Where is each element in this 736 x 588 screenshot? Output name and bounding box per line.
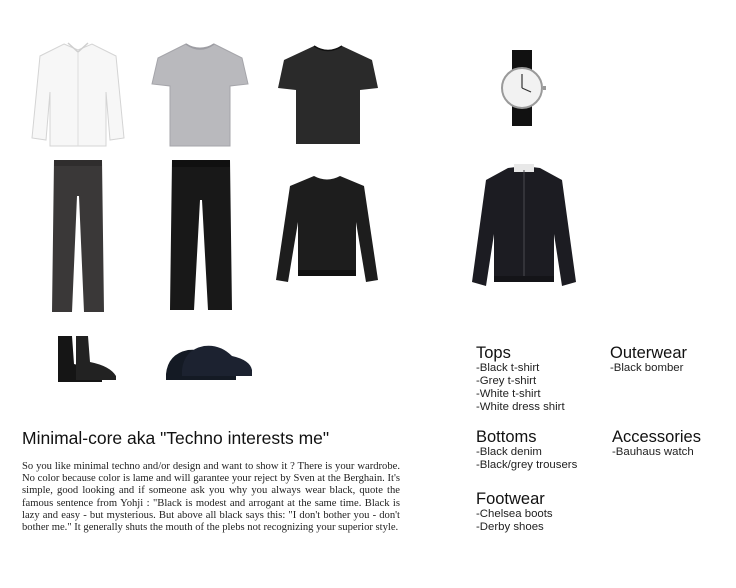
- category-item: -Black denim: [476, 446, 542, 458]
- category-item: -Black bomber: [610, 362, 684, 374]
- category-tops: [476, 344, 565, 414]
- outfit-title: Minimal-core aka "Techno interests me": [22, 428, 330, 448]
- category-outerwear: [610, 344, 687, 375]
- black-tshirt-image: [276, 42, 380, 146]
- category-accessories: [612, 428, 701, 459]
- category-item: -Black/grey trousers: [476, 459, 578, 471]
- black-bomber-image: [470, 164, 578, 290]
- category-heading: Tops: [476, 344, 511, 362]
- category-item: -White dress shirt: [476, 401, 565, 413]
- category-heading: Footwear: [476, 490, 545, 508]
- outfit-description: So you like minimal techno and/or design and want to show it ? There is your wardrobe. No color because color is lame and will garantee your reject by Sven at the Berghain. It's simple, good looking and if someone ask you why you always wear black, quote the famous sentence from Yohji : "Black is modest and arrogant at the same time. Black is lazy and easy - but mysterious. But above all black says this: "I don't bother you - don't bother me." It generally shuts the mouth of the plebs not recognizing your superior style.: [22, 461, 400, 534]
- category-footwear: [476, 490, 553, 534]
- category-heading: Outerwear: [610, 344, 688, 362]
- category-item: -Grey t-shirt: [476, 375, 537, 387]
- category-heading: Bottoms: [476, 428, 537, 446]
- grey-trousers-image: [50, 160, 106, 314]
- grey-tshirt-image: [150, 40, 250, 148]
- category-item: -Derby shoes: [476, 521, 544, 533]
- category-item: -Bauhaus watch: [612, 446, 694, 458]
- white-dress-shirt-image: [30, 40, 126, 148]
- category-heading: Accessories: [612, 428, 701, 446]
- bauhaus-watch-image: [498, 50, 546, 126]
- category-bottoms: [476, 428, 577, 472]
- category-item: -Black t-shirt: [476, 362, 540, 374]
- category-item: -White t-shirt: [476, 388, 541, 400]
- chelsea-boots-image: [54, 334, 118, 384]
- black-denim-image: [168, 160, 234, 312]
- derby-shoes-image: [164, 340, 254, 382]
- category-item: -Chelsea boots: [476, 508, 553, 520]
- black-sweater-image: [274, 172, 380, 286]
